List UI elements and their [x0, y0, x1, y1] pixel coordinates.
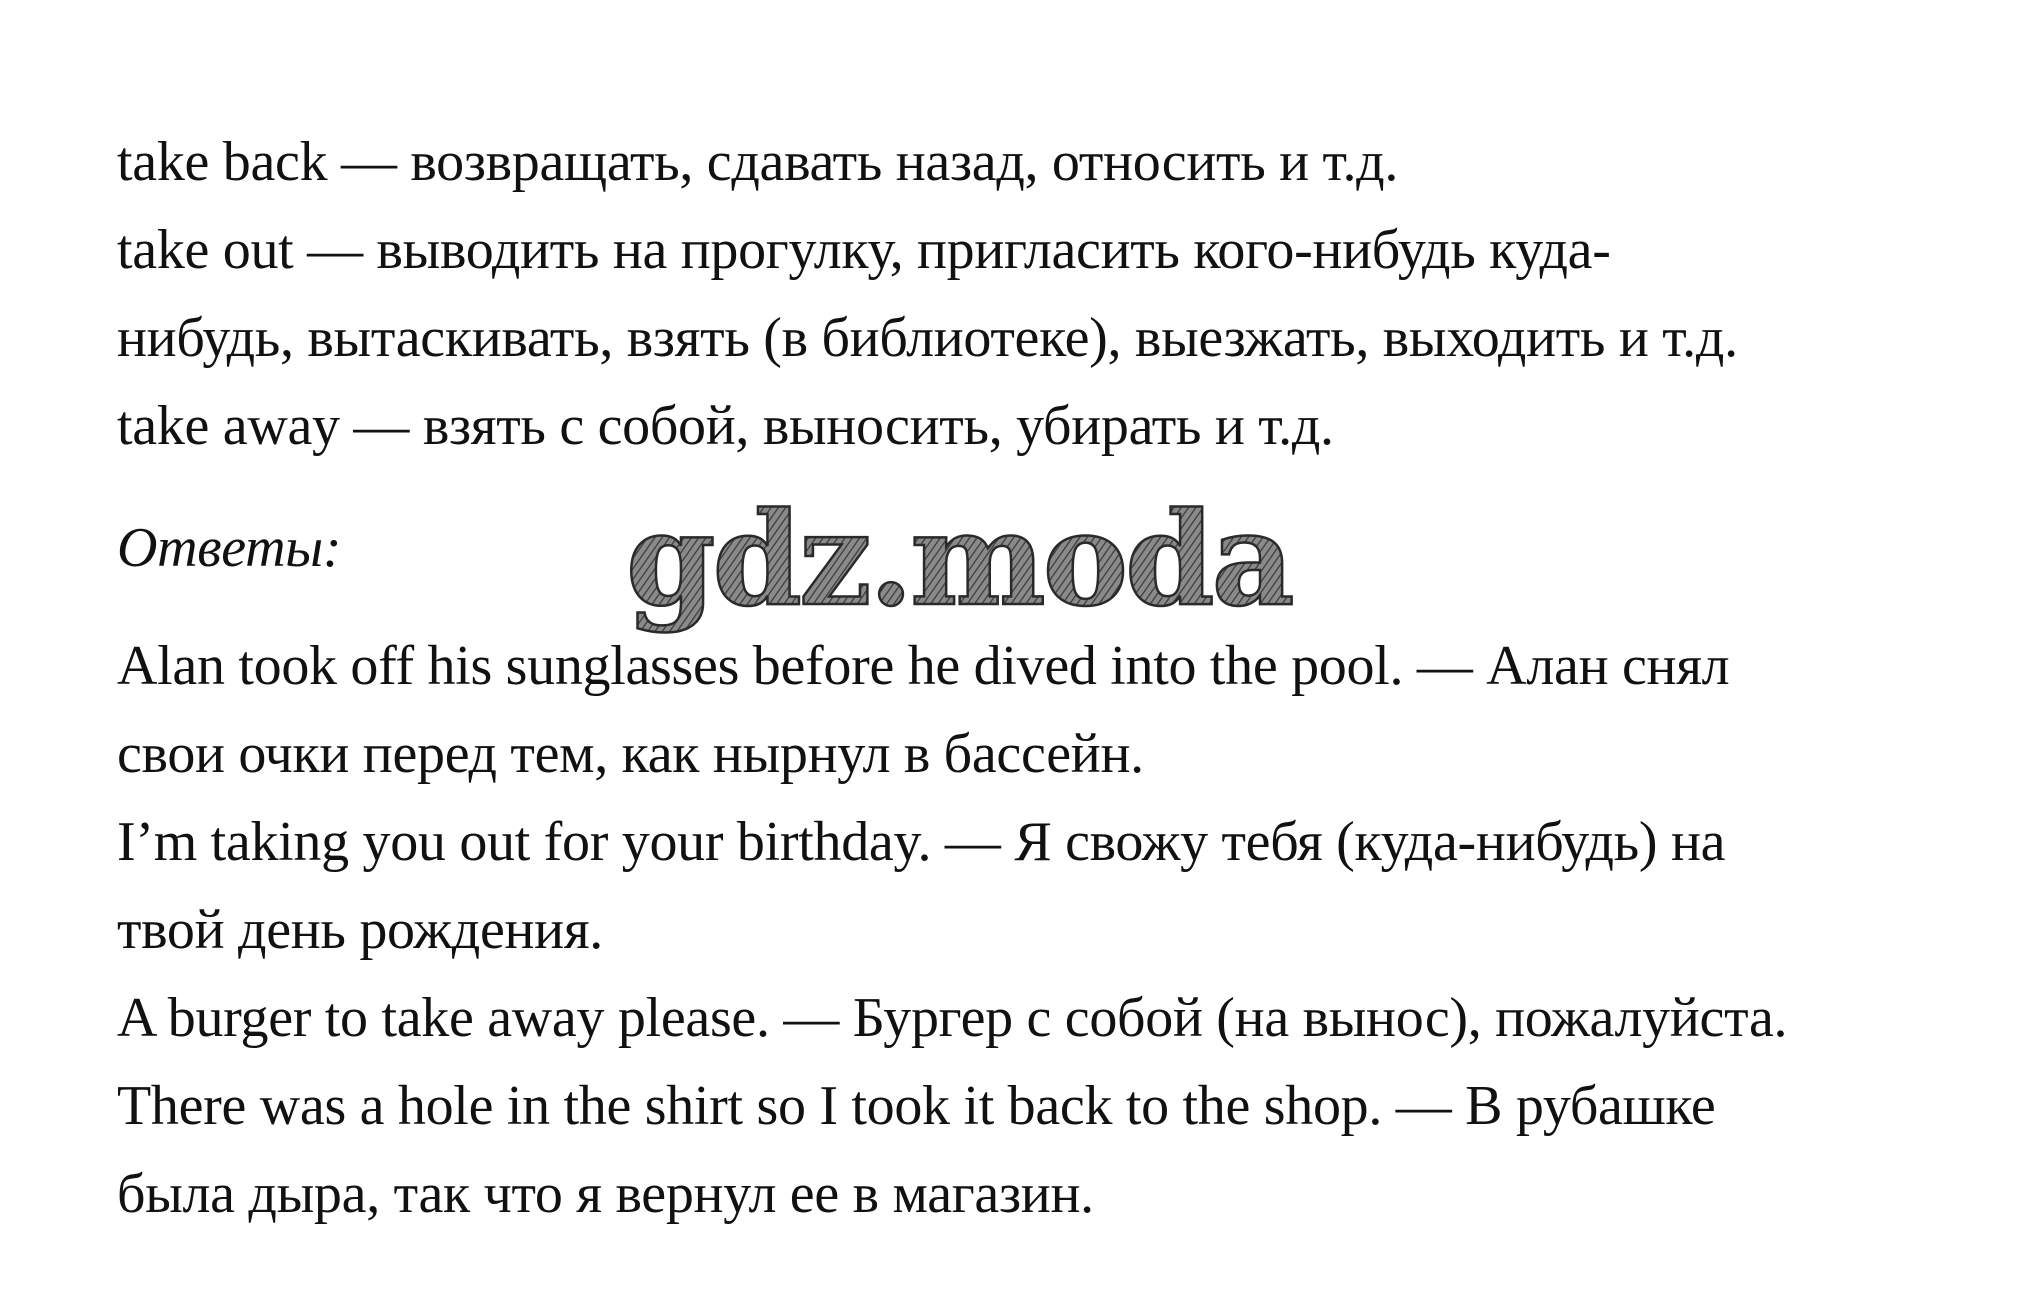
answer-line-6: There was a hole in the shirt so I took it back to the shop. — В рубашке [117, 1075, 1716, 1137]
gdz-moda-watermark-logo [620, 485, 1292, 642]
answer-line-5: A burger to take away please. — Бургер с собой (на вынос), пожалуйста. [117, 987, 1788, 1049]
definition-take-out-continued: нибудь, вытаскивать, взять (в библиотеке), выезжать, выходить и т.д. [117, 307, 1738, 369]
answer-line-2: свои очки перед тем, как нырнул в бассейн. [117, 723, 1144, 785]
answer-line-3: I’m taking you out for your birthday. — Я свожу тебя (куда-нибудь) на [117, 811, 1726, 873]
answers-label: Ответы: [117, 517, 342, 579]
definition-take-away: take away — взять с собой, выносить, убирать и т.д. [117, 395, 1334, 457]
definition-take-back: take back — возвращать, сдавать назад, относить и т.д. [117, 131, 1399, 193]
answer-line-1: Alan took off his sunglasses before he dived into the pool. — Алан снял [117, 635, 1730, 697]
svg-text:gdz.moda: gdz.moda [626, 485, 1292, 635]
answer-line-4: твой день рождения. [117, 899, 603, 961]
answer-line-7: была дыра, так что я вернул ее в магазин. [117, 1163, 1094, 1225]
definition-take-out: take out — выводить на прогулку, пригласить кого-нибудь куда- [117, 219, 1611, 281]
